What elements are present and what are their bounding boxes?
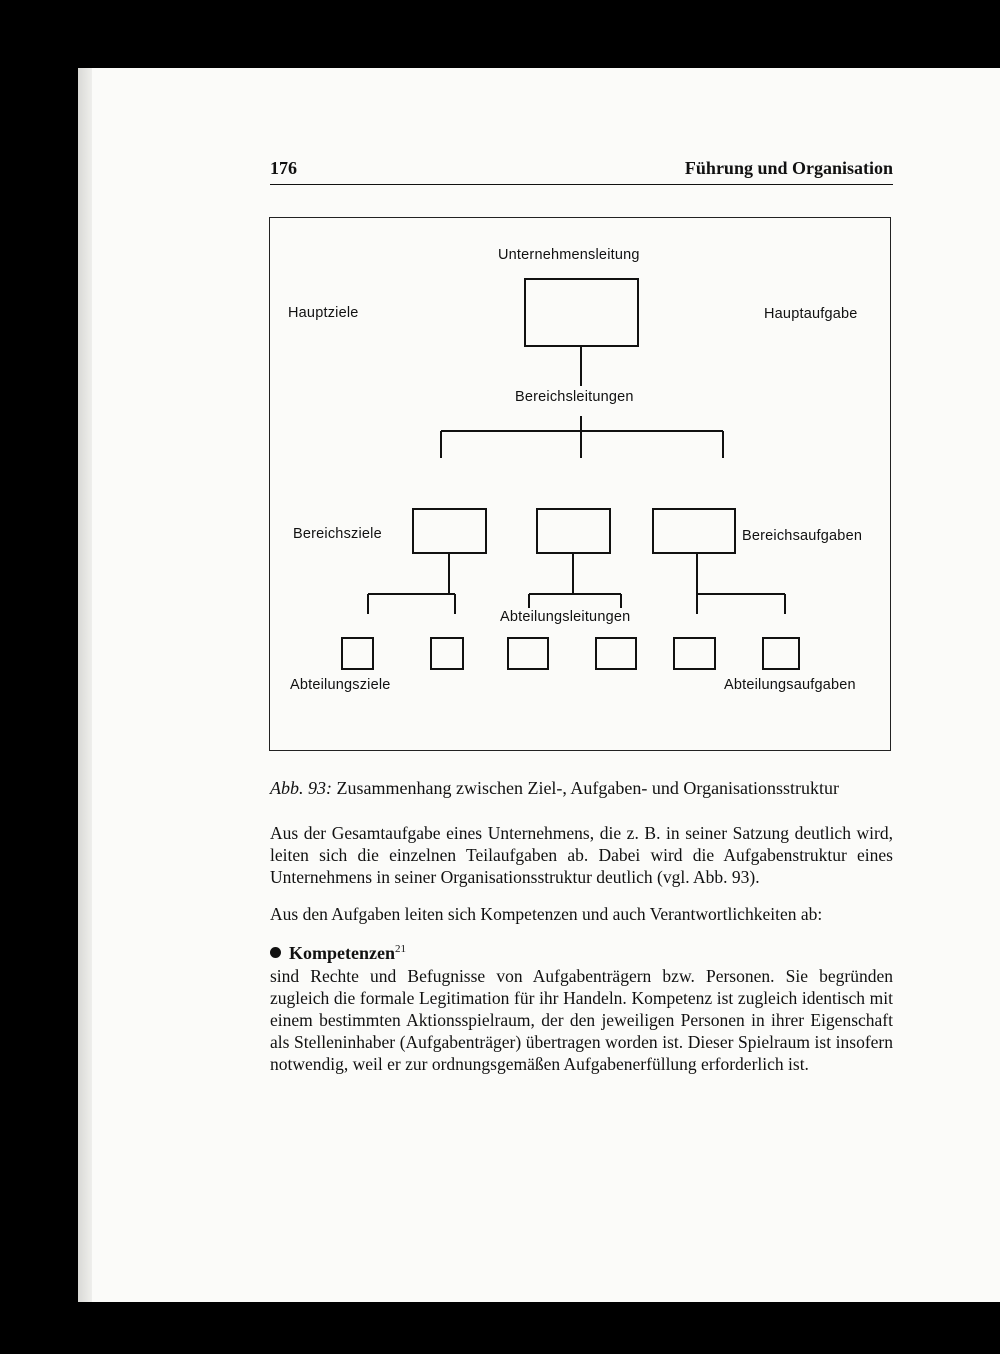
label-abteilungsziele: Abteilungsziele	[290, 677, 391, 693]
bullet-dot-icon	[270, 947, 281, 958]
bullet-heading	[270, 943, 406, 964]
page-header	[270, 158, 893, 185]
paragraph-1: Aus der Gesamtaufgabe eines Unternehmens, die z. B. in seiner Satzung deutlich wird, leiten sich die einzelnen Teilaufgaben ab. Dabei wird die Aufgabenstruktur eines Unternehmens in seiner Organisationsstruktur deutlich (vgl. Abb. 93).	[270, 823, 893, 887]
label-bereichsleitungen: Bereichsleitungen	[515, 389, 634, 405]
box-bereich-3	[653, 509, 735, 553]
box-abteilung-3	[508, 638, 548, 669]
box-abteilung-1	[342, 638, 373, 669]
caption-text: Zusammenhang zwischen Ziel-, Aufgaben- und Organisationsstruktur	[336, 778, 840, 798]
page-binding-edge	[78, 68, 92, 1302]
box-abteilung-6	[763, 638, 799, 669]
label-abteilungsleitungen: Abteilungsleitungen	[500, 609, 631, 625]
box-abteilung-4	[596, 638, 636, 669]
paragraph-2: Aus den Aufgaben leiten sich Kompetenzen und auch Verantwortlichkeiten ab:	[270, 904, 823, 924]
caption-prefix: Abb. 93:	[270, 778, 332, 798]
org-chart-diagram	[270, 218, 892, 752]
footnote-marker: 21	[394, 943, 406, 955]
box-bereich-1	[413, 509, 486, 553]
box-abteilung-2	[431, 638, 463, 669]
figure-caption	[270, 778, 900, 799]
bullet-body: sind Rechte und Befugnisse von Aufgabenträgern bzw. Personen. Sie begründen zugleich die formale Legitimation für ihr Handeln. Kompetenz ist zugleich identisch mit einem bestimmten Aktionsspielraum, der den jeweiligen Personen in ihrer Eigenschaft als Stelleninhaber (Aufgabenträger) übertragen worden ist. Dieser Spielraum ist insofern notwendig, weil er zur ordnungsgemäßen Aufgabenerfüllung erforderlich ist.	[270, 966, 893, 1074]
running-title: Führung und Organisation	[684, 158, 893, 178]
label-bereichsaufgaben: Bereichsaufgaben	[742, 528, 863, 544]
label-unternehmensleitung: Unternehmensleitung	[498, 247, 640, 263]
org-chart-figure	[269, 217, 891, 751]
label-hauptaufgabe: Hauptaufgabe	[764, 306, 858, 322]
bullet-term: Kompetenzen	[289, 943, 395, 963]
label-abteilungsaufgaben: Abteilungsaufgaben	[724, 677, 856, 693]
page-number: 176	[270, 158, 297, 178]
box-bereich-2	[537, 509, 610, 553]
box-abteilung-5	[674, 638, 715, 669]
box-unternehmensleitung	[525, 279, 638, 346]
label-hauptziele: Hauptziele	[288, 305, 359, 321]
label-bereichsziele: Bereichsziele	[293, 526, 382, 542]
